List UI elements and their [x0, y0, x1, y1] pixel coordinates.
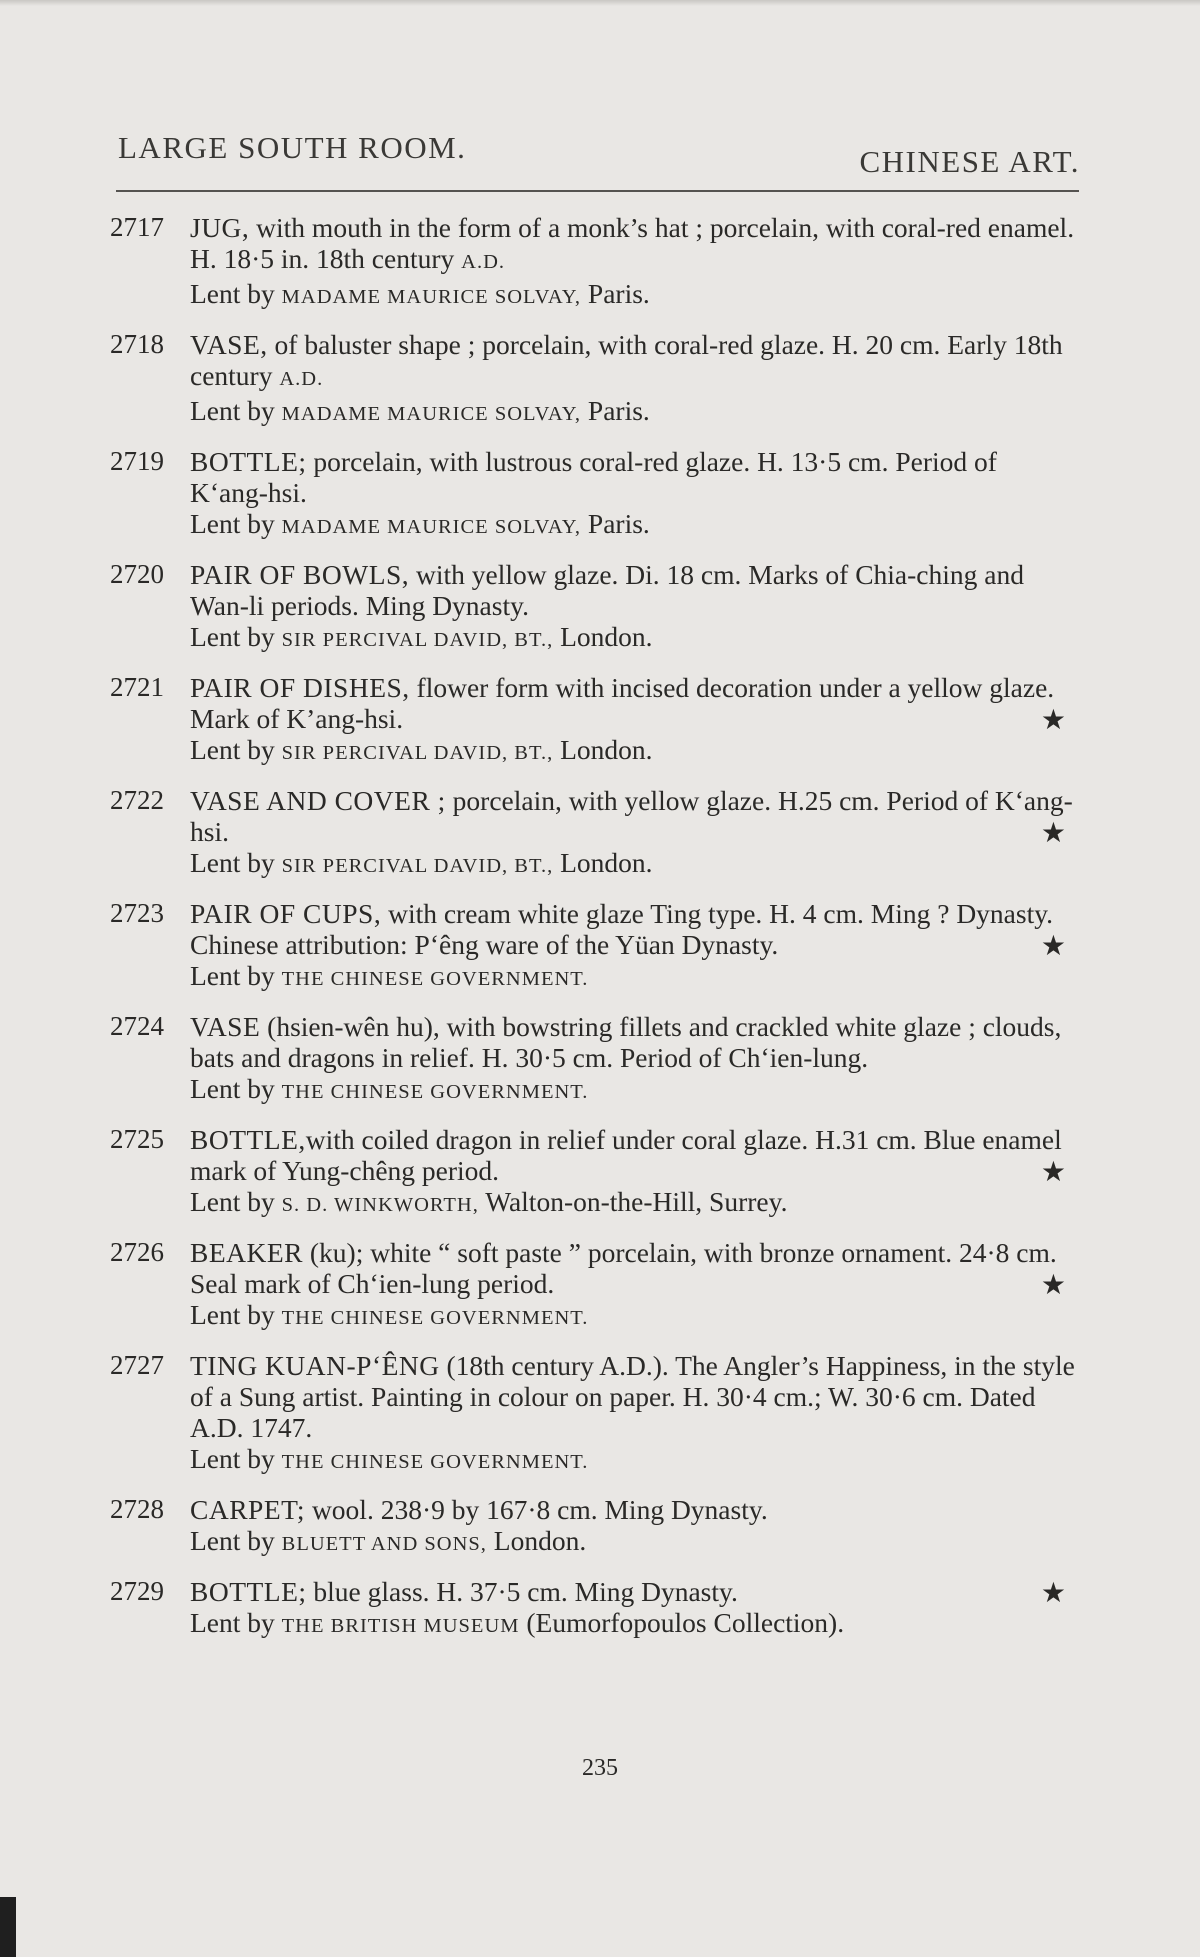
entry-era: A.D.	[461, 251, 505, 273]
lender-name: SIR PERCIVAL DAVID, BT.,	[281, 855, 554, 877]
entry-title: JUG,	[190, 212, 250, 243]
lender-name: THE CHINESE GOVERNMENT.	[281, 1307, 589, 1329]
lender-line: Lent by THE CHINESE GOVERNMENT.	[190, 1443, 589, 1474]
entry-title: BEAKER	[190, 1237, 303, 1268]
entry-title: BOTTLE;	[190, 446, 307, 477]
binding-edge	[0, 1897, 16, 1957]
entry-number: 2717	[110, 212, 164, 242]
catalogue-entry	[100, 212, 1080, 313]
entry-number: 2728	[110, 1494, 164, 1524]
entry-title: BOTTLE,	[190, 1124, 306, 1155]
entry-number: 2721	[110, 672, 164, 702]
entry-number: 2722	[110, 785, 164, 815]
lender-name: THE CHINESE GOVERNMENT.	[281, 1451, 589, 1473]
catalogue-entry	[100, 1576, 1080, 1642]
lender-line: Lent by S. D. WINKWORTH, Walton-on-the-Hill, Surrey.	[190, 1186, 788, 1217]
catalogue-entry	[100, 446, 1080, 543]
lender-line: Lent by SIR PERCIVAL DAVID, BT., London.	[190, 847, 653, 878]
entry-era: A.D.	[279, 368, 324, 390]
star-icon: ★	[1040, 705, 1066, 736]
entry-description: wool. 238·9 by 167·8 cm. Ming Dynasty.	[305, 1494, 768, 1525]
lender-line: Lent by THE CHINESE GOVERNMENT.	[190, 960, 589, 991]
catalogue-entry	[100, 785, 1080, 882]
entry-description: blue glass. H. 37·5 cm. Ming Dynasty.	[306, 1576, 738, 1607]
entry-title: BOTTLE;	[190, 1576, 307, 1607]
lender-line: Lent by BLUETT AND SONS, London.	[190, 1525, 587, 1556]
entry-description: flower form with incised decoration under a yellow glaze. Mark of K’ang-hsi.	[190, 672, 1055, 734]
page-number: 235	[582, 1755, 618, 1781]
star-icon: ★	[1040, 818, 1066, 849]
entry-number: 2727	[110, 1350, 164, 1380]
entry-number: 2725	[110, 1124, 164, 1154]
star-icon: ★	[1040, 1157, 1066, 1188]
header-section: CHINESE ART.	[859, 144, 1080, 179]
lender-name: MADAME MAURICE SOLVAY,	[281, 516, 582, 538]
entry-number: 2718	[110, 329, 164, 359]
lender-name: S. D. WINKWORTH,	[281, 1194, 479, 1216]
lender-line: Lent by THE BRITISH MUSEUM (Eumorfopoulos Collection).	[190, 1607, 845, 1638]
lender-line: Lent by THE CHINESE GOVERNMENT.	[190, 1299, 589, 1330]
entry-number: 2726	[110, 1237, 164, 1267]
entry-number: 2729	[110, 1576, 164, 1606]
catalogue-entry	[100, 329, 1080, 430]
entry-description: (18th century A.D.). The Angler’s Happiness, in the style of a Sung artist. Painting in colour on paper. H. 30·4 cm.; W. 30·6 cm. Dated A.D. 1747.	[190, 1350, 1075, 1443]
entry-description: with coiled dragon in relief under coral glaze. H.31 cm. Blue enamel mark of Yung-chêng period.	[190, 1124, 1062, 1186]
entry-description: with yellow glaze. Di. 18 cm. Marks of Chia-ching and Wan-li periods. Ming Dynasty.	[190, 559, 1024, 621]
lender-line: Lent by SIR PERCIVAL DAVID, BT., London.	[190, 734, 653, 765]
catalogue-entry	[100, 1237, 1080, 1334]
star-icon: ★	[1040, 1578, 1066, 1609]
entry-description: porcelain, with yellow glaze. H.25 cm. Period of K‘ang-hsi.	[190, 785, 1073, 847]
header-rule	[116, 190, 1079, 192]
entry-title: PAIR OF BOWLS,	[190, 559, 410, 590]
entry-title: VASE,	[190, 329, 268, 360]
lender-name: MADAME MAURICE SOLVAY,	[281, 403, 582, 425]
entry-description: of baluster shape ; porcelain, with coral-red glaze. H. 20 cm. Early 18th century	[190, 329, 1063, 391]
star-icon: ★	[1040, 1270, 1066, 1301]
entry-number: 2724	[110, 1011, 164, 1041]
catalogue-entry	[100, 1350, 1080, 1478]
catalogue-entry	[100, 1494, 1080, 1560]
lender-line: Lent by MADAME MAURICE SOLVAY, Paris.	[190, 508, 650, 539]
entry-number: 2723	[110, 898, 164, 928]
entry-description: (hsien-wên hu), with bowstring fillets and crackled white glaze ; clouds, bats and dragons in relief. H. 30·5 cm. Period of Ch‘ien-lung.	[190, 1011, 1062, 1073]
page-top-edge	[0, 0, 1200, 6]
lender-line: Lent by SIR PERCIVAL DAVID, BT., London.	[190, 621, 653, 652]
lender-name: SIR PERCIVAL DAVID, BT.,	[281, 629, 554, 651]
entry-description: with mouth in the form of a monk’s hat ; porcelain, with coral-red enamel. H. 18·5 in. 18th century	[190, 212, 1075, 274]
catalogue-entry	[100, 1124, 1080, 1221]
entry-title: PAIR OF DISHES,	[190, 672, 410, 703]
lender-line: Lent by MADAME MAURICE SOLVAY, Paris.	[190, 278, 650, 309]
catalogue-entry	[100, 559, 1080, 656]
entry-title: PAIR OF CUPS,	[190, 898, 382, 929]
catalogue-entry	[100, 672, 1080, 769]
lender-name: MADAME MAURICE SOLVAY,	[281, 286, 582, 308]
entry-number: 2720	[110, 559, 164, 589]
lender-line: Lent by THE CHINESE GOVERNMENT.	[190, 1073, 589, 1104]
entry-description: porcelain, with lustrous coral-red glaze. H. 13·5 cm. Period of K‘ang-hsi.	[190, 446, 997, 508]
entry-title: TING KUAN-P‘ÊNG	[190, 1350, 440, 1381]
lender-name: THE CHINESE GOVERNMENT.	[281, 1081, 589, 1103]
entry-description: (ku); white “ soft paste ” porcelain, with bronze ornament. 24·8 cm. Seal mark of Ch‘ien-lung period.	[190, 1237, 1057, 1299]
lender-name: THE BRITISH MUSEUM	[281, 1615, 520, 1637]
catalogue-entries	[100, 212, 1080, 1658]
lender-name: BLUETT AND SONS,	[281, 1533, 487, 1555]
header-room: LARGE SOUTH ROOM.	[118, 130, 467, 165]
lender-name: THE CHINESE GOVERNMENT.	[281, 968, 589, 990]
entry-title: VASE AND COVER ;	[190, 785, 446, 816]
entry-title: CARPET;	[190, 1494, 306, 1525]
lender-line: Lent by MADAME MAURICE SOLVAY, Paris.	[190, 395, 650, 426]
entry-title: VASE	[190, 1011, 261, 1042]
star-icon: ★	[1040, 931, 1066, 962]
entry-number: 2719	[110, 446, 164, 476]
entry-description: with cream white glaze Ting type. H. 4 cm. Ming ? Dynasty. Chinese attribution: P‘êng ware of the Yüan Dynasty.	[190, 898, 1054, 960]
catalogue-entry	[100, 1011, 1080, 1108]
lender-name: SIR PERCIVAL DAVID, BT.,	[281, 742, 554, 764]
catalogue-entry	[100, 898, 1080, 995]
